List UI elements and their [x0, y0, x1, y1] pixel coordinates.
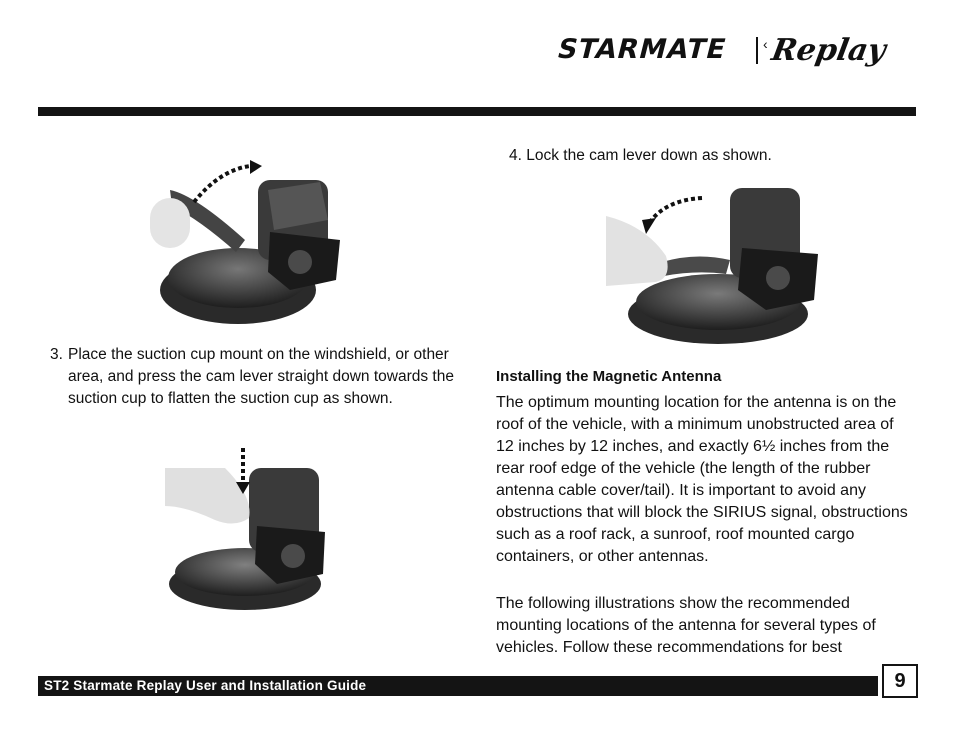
photo-lock-cam-lever: [606, 186, 820, 348]
footer-guide-title: ST2 Starmate Replay User and Installation Guide: [44, 678, 367, 693]
photo-press-cam-lever: [165, 446, 327, 612]
starmate-replay-logo: [554, 33, 918, 70]
section-paragraph-2: The following illustrations show the recommended mounting locations of the antenna for several types of vehicles. Follow these recommendations for best: [496, 595, 876, 656]
step-3: [50, 344, 460, 410]
photo-cam-lever-up: [150, 160, 350, 330]
section-title: Installing the Magnetic Antenna: [496, 368, 722, 385]
step-3-number: 3.: [50, 346, 63, 363]
step-3-text: Place the suction cup mount on the windshield, or other area, and press the cam lever straight down towards the suction cup to flatten the suction cup as shown.: [68, 346, 454, 407]
logo-arrow-icon: ‹: [763, 36, 768, 52]
page-number: 9: [882, 664, 918, 698]
logo-separator: [756, 37, 758, 64]
logo-brand: STARMATE: [554, 34, 730, 65]
header-rule: [38, 107, 916, 116]
logo-sub: Replay: [768, 33, 889, 68]
section-paragraph-1: The optimum mounting location for the antenna is on the roof of the vehicle, with a minimum unobstructed area of 12 inches by 12 inches, and exactly 6½ inches from the rear roof edge of the vehicle (the length of the rubber antenna cable cover/tail). It is important to avoid any obstructions that will block the SIRIUS signal, obstructions such as a roof rack, a sunroof, roof mounted cargo containers, or other antennas.: [496, 394, 908, 565]
step-4-text: 4. Lock the cam lever down as shown.: [509, 147, 772, 164]
footer-bar: [38, 676, 878, 696]
